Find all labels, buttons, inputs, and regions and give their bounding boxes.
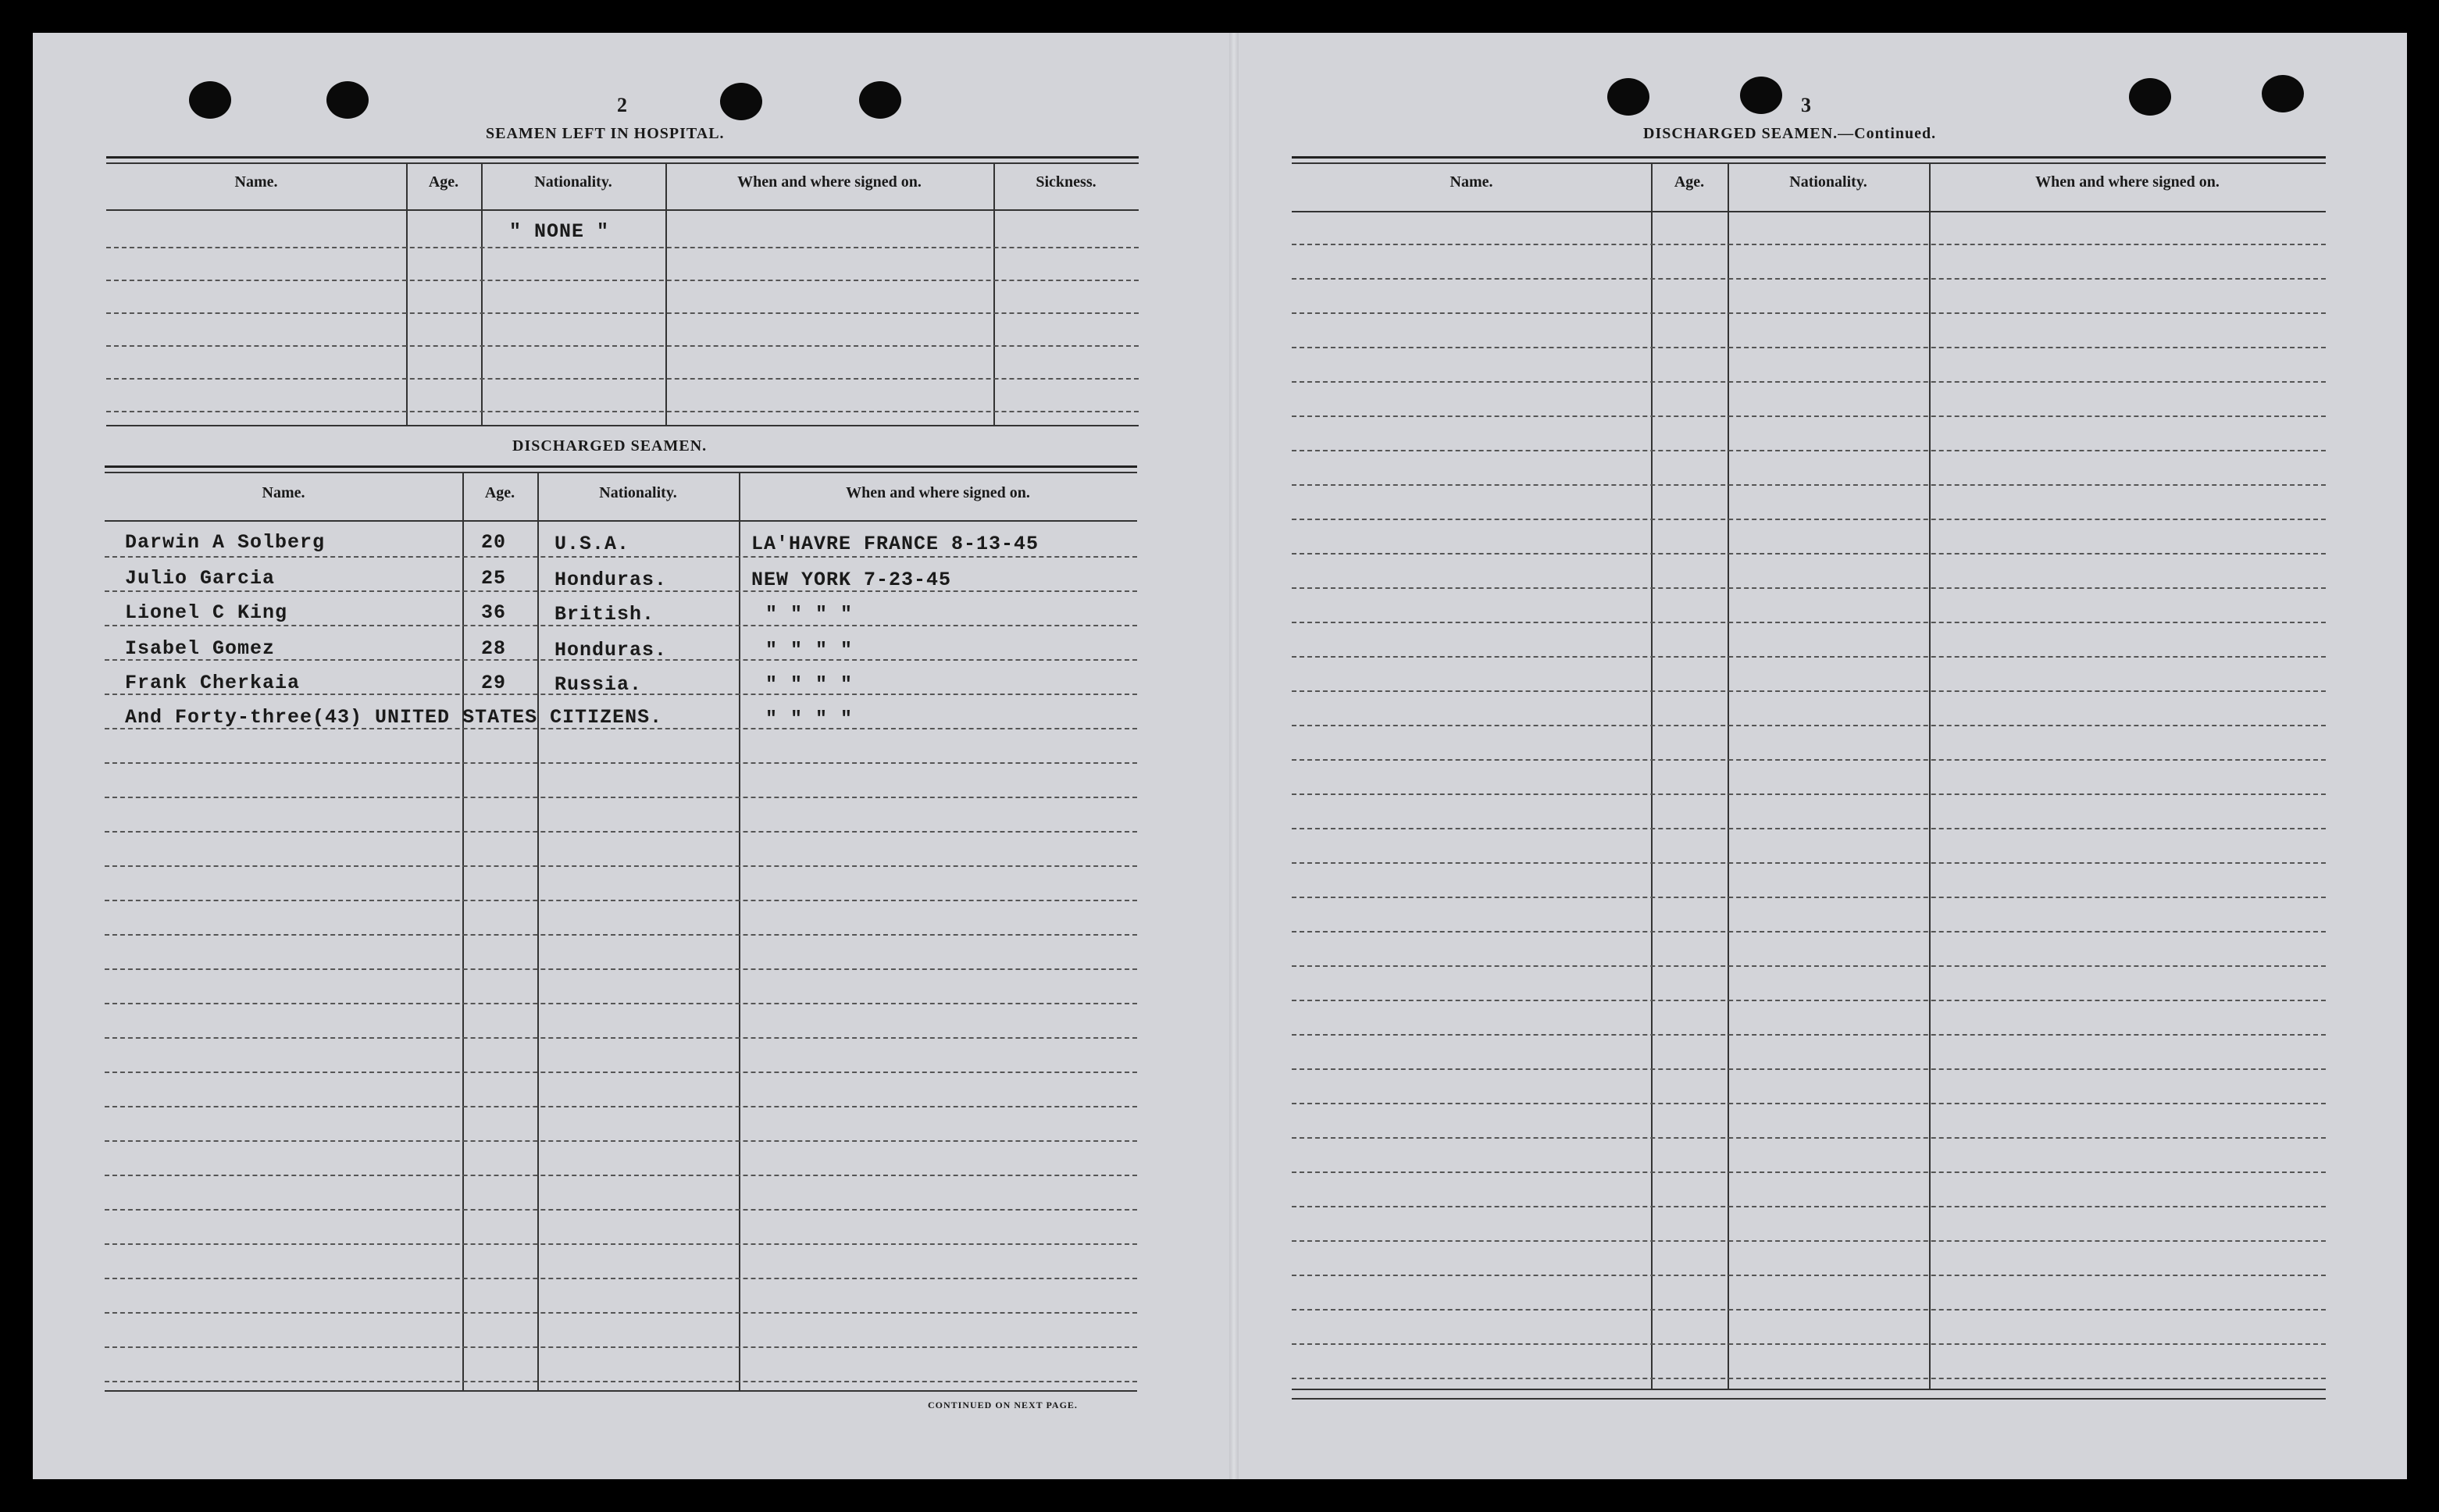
ruled-line [1292, 519, 2326, 520]
ruled-line [1292, 312, 2326, 314]
seaman-age: 20 [481, 531, 507, 554]
ruled-line [1292, 1034, 2326, 1036]
ruled-line [1292, 1068, 2326, 1070]
ruled-line [1292, 1000, 2326, 1001]
ruled-line [1292, 862, 2326, 864]
column-header-name: Name. [234, 173, 278, 191]
discharged-continued-title: DISCHARGED SEAMEN.—Continued. [1643, 125, 1937, 142]
discharged-section-title: DISCHARGED SEAMEN. [512, 437, 708, 455]
ruled-line [1292, 381, 2326, 383]
ruled-line [105, 1278, 1137, 1279]
column-header-name: Name. [262, 484, 305, 501]
seaman-signed-on: NEW YORK 7-23-45 [751, 569, 952, 591]
punch-hole [189, 81, 231, 119]
summary-line: And Forty-three(43) UNITED STATES CITIZENS. [125, 706, 663, 729]
ruled-line [105, 1175, 1137, 1176]
seaman-signed-on: " " " " [765, 673, 854, 696]
seaman-nationality: Honduras. [554, 569, 668, 591]
page-number: 2 [617, 94, 627, 116]
seaman-age: 36 [481, 601, 507, 624]
column-header-nationality: Nationality. [534, 173, 612, 191]
ruled-line [1292, 1309, 2326, 1311]
seaman-signed-on: LA'HAVRE FRANCE 8-13-45 [751, 533, 1039, 555]
ruled-line [105, 1346, 1137, 1348]
ruled-line [105, 1106, 1137, 1107]
ruled-line [105, 1037, 1137, 1039]
column-header-age: Age. [484, 484, 515, 501]
seaman-nationality: Honduras. [554, 639, 668, 662]
hospital-section-title: SEAMEN LEFT IN HOSPITAL. [486, 125, 725, 142]
punch-hole [1740, 77, 1782, 114]
seaman-signed-on: " " " " [765, 639, 854, 662]
seaman-name: Isabel Gomez [125, 637, 276, 660]
punch-hole [720, 83, 762, 120]
ruled-line [1292, 244, 2326, 245]
punch-hole [326, 81, 369, 119]
seaman-nationality: British. [554, 603, 655, 626]
seaman-name: Frank Cherkaia [125, 672, 301, 694]
punch-hole [1607, 78, 1649, 116]
ruled-line [1292, 415, 2326, 417]
ruled-line [1292, 1171, 2326, 1173]
seaman-age: 28 [481, 637, 507, 660]
seaman-name: Darwin A Solberg [125, 531, 326, 554]
column-header-nationality: Nationality. [599, 484, 677, 501]
document-sheet [33, 33, 2407, 1479]
ruled-line [1292, 690, 2326, 692]
punch-hole [2129, 78, 2171, 116]
ruled-line [1292, 587, 2326, 589]
ruled-line [105, 1003, 1137, 1004]
ruled-line [105, 556, 1137, 558]
seaman-age: 29 [481, 672, 507, 694]
ruled-line [1292, 725, 2326, 726]
page-fold [1229, 33, 1239, 1479]
ruled-line [1292, 1103, 2326, 1104]
column-header-age: Age. [1674, 173, 1705, 191]
ruled-line [105, 900, 1137, 901]
column-header-signed-on: When and where signed on. [846, 484, 1030, 501]
ruled-line [105, 797, 1137, 798]
ruled-line [1292, 897, 2326, 898]
ruled-line [105, 865, 1137, 867]
seaman-nationality: Russia. [554, 673, 643, 696]
ruled-line [1292, 1137, 2326, 1139]
ruled-line [1292, 828, 2326, 829]
ruled-line [1292, 278, 2326, 280]
ruled-line [1292, 793, 2326, 795]
ruled-line [105, 1381, 1137, 1382]
punch-hole [859, 81, 901, 119]
ruled-line [105, 968, 1137, 970]
seaman-signed-on: " " " " [765, 603, 854, 626]
ruled-line [105, 831, 1137, 833]
column-header-age: Age. [428, 173, 459, 191]
ruled-line [1292, 1378, 2326, 1379]
ruled-line [1292, 484, 2326, 486]
column-header-nationality: Nationality. [1789, 173, 1867, 191]
ruled-line [105, 1243, 1137, 1245]
ruled-line [105, 1072, 1137, 1073]
page-number: 3 [1801, 94, 1811, 116]
ruled-line [1292, 931, 2326, 933]
ruled-line [105, 1140, 1137, 1142]
ruled-line [105, 934, 1137, 936]
column-header-signed-on: When and where signed on. [2035, 173, 2220, 191]
ruled-line [105, 1209, 1137, 1211]
ruled-line [1292, 622, 2326, 623]
seaman-nationality: U.S.A. [554, 533, 630, 555]
ruled-line [105, 762, 1137, 764]
ruled-line [1292, 656, 2326, 658]
ruled-line [1292, 759, 2326, 761]
column-header-sickness: Sickness. [1036, 173, 1096, 191]
summary-signed-on: " " " " [765, 708, 854, 730]
seaman-age: 25 [481, 567, 507, 590]
hospital-entry: " NONE " [509, 220, 610, 243]
ruled-line [1292, 1240, 2326, 1242]
column-header-name: Name. [1449, 173, 1493, 191]
ruled-line [1292, 553, 2326, 555]
seaman-name: Julio Garcia [125, 567, 276, 590]
column-header-signed-on: When and where signed on. [737, 173, 922, 191]
ruled-line [1292, 965, 2326, 967]
ruled-line [1292, 1206, 2326, 1207]
punch-hole [2262, 75, 2304, 112]
seaman-name: Lionel C King [125, 601, 288, 624]
ruled-line [1292, 1343, 2326, 1345]
ruled-line [1292, 347, 2326, 348]
ruled-line [105, 1312, 1137, 1314]
ruled-line [1292, 1275, 2326, 1276]
continued-footer: CONTINUED ON NEXT PAGE. [928, 1400, 1078, 1410]
ruled-line [1292, 450, 2326, 451]
